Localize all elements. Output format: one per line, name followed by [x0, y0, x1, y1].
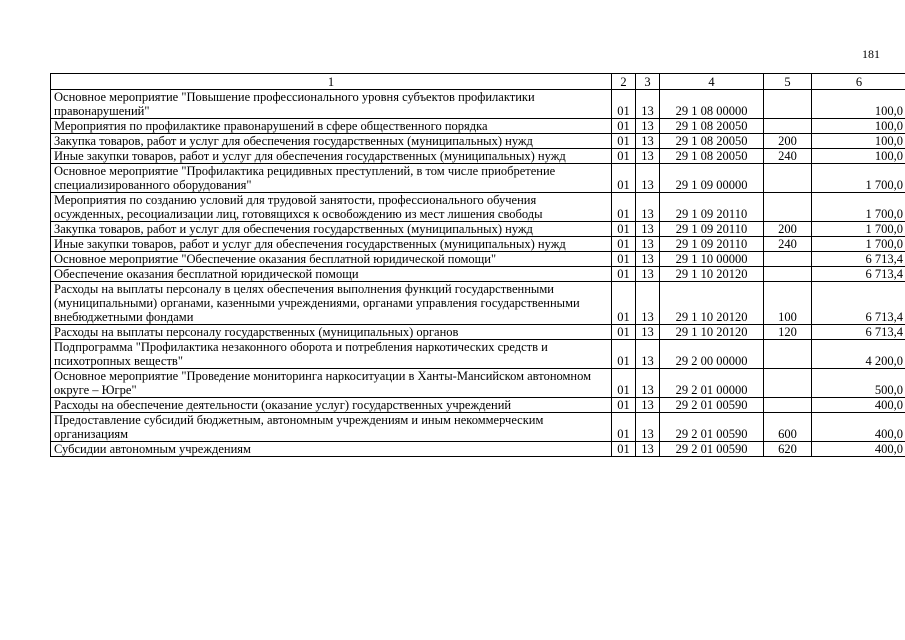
table-row — [51, 134, 905, 149]
row-subsection-cell: 13 — [636, 149, 660, 164]
row-subsection-cell: 13 — [636, 134, 660, 149]
row-target-article-cell: 29 1 09 20110 — [660, 237, 764, 252]
row-expense-type-cell — [764, 267, 812, 282]
table-row — [51, 90, 905, 119]
row-subsection-cell: 13 — [636, 369, 660, 398]
budget-table — [50, 73, 905, 457]
row-expense-type-cell: 100 — [764, 282, 812, 325]
row-amount-cell: 500,0 — [812, 369, 905, 398]
row-amount-cell: 6 713,4 — [812, 325, 905, 340]
row-subsection-cell: 13 — [636, 119, 660, 134]
row-expense-type-cell — [764, 398, 812, 413]
row-subsection-cell: 13 — [636, 237, 660, 252]
table-row — [51, 442, 905, 457]
row-amount-cell: 1 700,0 — [812, 193, 905, 222]
row-target-article-cell: 29 1 10 20120 — [660, 282, 764, 325]
table-row — [51, 325, 905, 340]
row-name-cell: Иные закупки товаров, работ и услуг для обеспечения государственных (муниципальных) нужд — [51, 149, 612, 164]
row-section-cell: 01 — [612, 267, 636, 282]
row-section-cell: 01 — [612, 413, 636, 442]
table-row — [51, 164, 905, 193]
row-amount-cell: 6 713,4 — [812, 267, 905, 282]
row-section-cell: 01 — [612, 325, 636, 340]
row-expense-type-cell — [764, 340, 812, 369]
row-expense-type-cell: 240 — [764, 149, 812, 164]
row-subsection-cell: 13 — [636, 413, 660, 442]
row-section-cell: 01 — [612, 398, 636, 413]
header-col-2: 2 — [612, 74, 636, 90]
row-subsection-cell: 13 — [636, 90, 660, 119]
table-row — [51, 193, 905, 222]
row-amount-cell: 4 200,0 — [812, 340, 905, 369]
row-name-cell: Иные закупки товаров, работ и услуг для обеспечения государственных (муниципальных) нужд — [51, 237, 612, 252]
row-amount-cell: 1 700,0 — [812, 237, 905, 252]
row-name-cell: Закупка товаров, работ и услуг для обеспечения государственных (муниципальных) нужд — [51, 222, 612, 237]
row-section-cell: 01 — [612, 193, 636, 222]
row-subsection-cell: 13 — [636, 340, 660, 369]
table-row — [51, 237, 905, 252]
row-amount-cell: 400,0 — [812, 442, 905, 457]
row-amount-cell: 100,0 — [812, 90, 905, 119]
row-section-cell: 01 — [612, 149, 636, 164]
row-section-cell: 01 — [612, 369, 636, 398]
table-row — [51, 369, 905, 398]
row-expense-type-cell: 620 — [764, 442, 812, 457]
row-target-article-cell: 29 2 01 00000 — [660, 369, 764, 398]
row-name-cell: Закупка товаров, работ и услуг для обеспечения государственных (муниципальных) нужд — [51, 134, 612, 149]
row-target-article-cell: 29 1 08 00000 — [660, 90, 764, 119]
row-section-cell: 01 — [612, 340, 636, 369]
row-expense-type-cell — [764, 164, 812, 193]
row-subsection-cell: 13 — [636, 193, 660, 222]
row-amount-cell: 1 700,0 — [812, 222, 905, 237]
header-col-6: 6 — [812, 74, 905, 90]
row-expense-type-cell: 200 — [764, 222, 812, 237]
row-name-cell: Расходы на выплаты персоналу государственных (муниципальных) органов — [51, 325, 612, 340]
row-section-cell: 01 — [612, 237, 636, 252]
table-row — [51, 282, 905, 325]
row-name-cell: Мероприятия по созданию условий для трудовой занятости, профессионального обучения осужденных, ресоциализации лиц, готовящихся к освобождению из мест лишения свободы — [51, 193, 612, 222]
row-name-cell: Основное мероприятие "Проведение мониторинга наркоситуации в Ханты-Мансийском автономном округе – Югре" — [51, 369, 612, 398]
row-name-cell: Мероприятия по профилактике правонарушений в сфере общественного порядка — [51, 119, 612, 134]
row-subsection-cell: 13 — [636, 252, 660, 267]
row-subsection-cell: 13 — [636, 282, 660, 325]
row-subsection-cell: 13 — [636, 325, 660, 340]
row-amount-cell: 100,0 — [812, 119, 905, 134]
row-name-cell: Основное мероприятие "Обеспечение оказания бесплатной юридической помощи" — [51, 252, 612, 267]
row-amount-cell: 400,0 — [812, 398, 905, 413]
row-amount-cell: 1 700,0 — [812, 164, 905, 193]
row-name-cell: Обеспечение оказания бесплатной юридической помощи — [51, 267, 612, 282]
row-subsection-cell: 13 — [636, 442, 660, 457]
table-row — [51, 119, 905, 134]
table-row — [51, 413, 905, 442]
row-name-cell: Расходы на обеспечение деятельности (оказание услуг) государственных учреждений — [51, 398, 612, 413]
row-name-cell: Предоставление субсидий бюджетным, автономным учреждениям и иным некоммерческим организациям — [51, 413, 612, 442]
page-number: 181 — [862, 47, 880, 61]
row-subsection-cell: 13 — [636, 267, 660, 282]
row-expense-type-cell — [764, 90, 812, 119]
row-target-article-cell: 29 1 10 00000 — [660, 252, 764, 267]
header-col-5: 5 — [764, 74, 812, 90]
table-row — [51, 340, 905, 369]
row-name-cell: Расходы на выплаты персоналу в целях обеспечения выполнения функций государственными (муниципальными) органами, казенными учреждениями, органами управления государственными внебюджетными фондами — [51, 282, 612, 325]
row-target-article-cell: 29 2 01 00590 — [660, 442, 764, 457]
row-subsection-cell: 13 — [636, 164, 660, 193]
row-section-cell: 01 — [612, 282, 636, 325]
table-row — [51, 149, 905, 164]
row-section-cell: 01 — [612, 134, 636, 149]
row-expense-type-cell — [764, 369, 812, 398]
row-name-cell: Субсидии автономным учреждениям — [51, 442, 612, 457]
row-target-article-cell: 29 2 01 00590 — [660, 413, 764, 442]
row-target-article-cell: 29 1 08 20050 — [660, 134, 764, 149]
row-expense-type-cell — [764, 252, 812, 267]
row-expense-type-cell — [764, 119, 812, 134]
row-amount-cell: 100,0 — [812, 149, 905, 164]
row-expense-type-cell: 600 — [764, 413, 812, 442]
table-header-row — [51, 74, 905, 90]
header-col-4: 4 — [660, 74, 764, 90]
row-expense-type-cell: 200 — [764, 134, 812, 149]
row-amount-cell: 6 713,4 — [812, 282, 905, 325]
table-row — [51, 267, 905, 282]
row-subsection-cell: 13 — [636, 222, 660, 237]
row-subsection-cell: 13 — [636, 398, 660, 413]
row-expense-type-cell: 240 — [764, 237, 812, 252]
row-target-article-cell: 29 1 08 20050 — [660, 119, 764, 134]
row-section-cell: 01 — [612, 442, 636, 457]
row-target-article-cell: 29 1 09 20110 — [660, 222, 764, 237]
row-target-article-cell: 29 1 10 20120 — [660, 325, 764, 340]
row-target-article-cell: 29 2 00 00000 — [660, 340, 764, 369]
row-section-cell: 01 — [612, 222, 636, 237]
row-name-cell: Подпрограмма "Профилактика незаконного оборота и потребления наркотических средств и психотропных веществ" — [51, 340, 612, 369]
row-name-cell: Основное мероприятие "Профилактика рецидивных преступлений, в том числе приобретение специализированного оборудования" — [51, 164, 612, 193]
row-amount-cell: 6 713,4 — [812, 252, 905, 267]
row-section-cell: 01 — [612, 252, 636, 267]
row-amount-cell: 400,0 — [812, 413, 905, 442]
row-expense-type-cell: 120 — [764, 325, 812, 340]
table-row — [51, 252, 905, 267]
row-name-cell: Основное мероприятие "Повышение профессионального уровня субъектов профилактики правонарушений" — [51, 90, 612, 119]
row-target-article-cell: 29 1 09 20110 — [660, 193, 764, 222]
row-target-article-cell: 29 1 10 20120 — [660, 267, 764, 282]
row-section-cell: 01 — [612, 164, 636, 193]
row-section-cell: 01 — [612, 90, 636, 119]
table-row — [51, 398, 905, 413]
row-expense-type-cell — [764, 193, 812, 222]
row-target-article-cell: 29 1 09 00000 — [660, 164, 764, 193]
row-amount-cell: 100,0 — [812, 134, 905, 149]
row-target-article-cell: 29 2 01 00590 — [660, 398, 764, 413]
row-section-cell: 01 — [612, 119, 636, 134]
table-row — [51, 222, 905, 237]
header-col-1: 1 — [51, 74, 612, 90]
row-target-article-cell: 29 1 08 20050 — [660, 149, 764, 164]
header-col-3: 3 — [636, 74, 660, 90]
